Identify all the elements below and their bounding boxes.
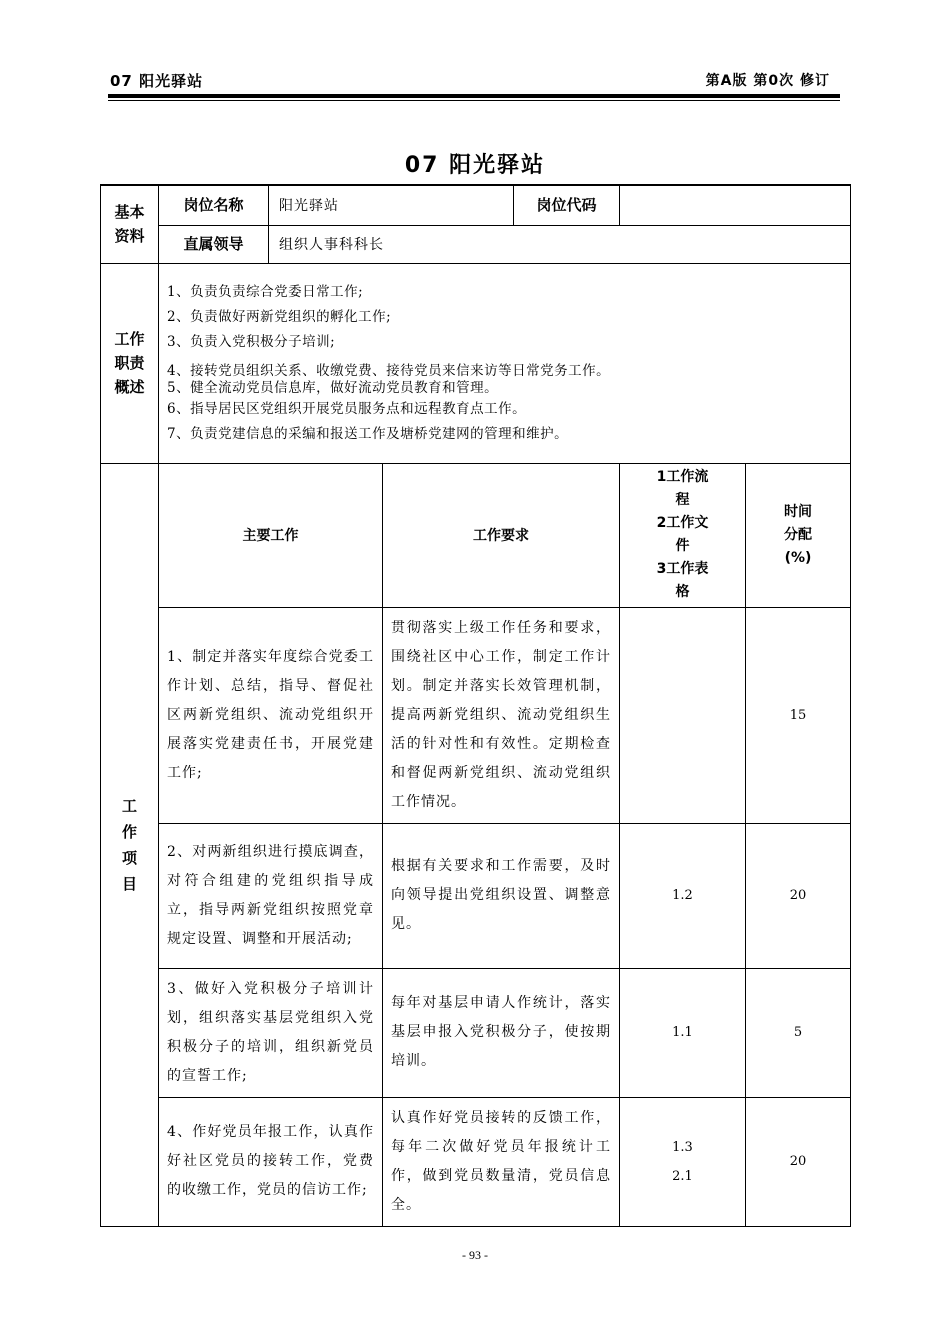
work-req-cell: 每年对基层申请人作统计，落实基层申报入党积极分子，使按期培训。 xyxy=(383,968,620,1097)
job-description-table xyxy=(100,184,851,1227)
work-time-cell: 5 xyxy=(746,968,851,1097)
basic-section-label: 基本 资料 xyxy=(101,185,159,263)
work-main-cell: 2、对两新组织进行摸底调查，对符合组建的党组织指导成立，指导两新党组织按照党章规定设置、调整和开展活动; xyxy=(159,823,383,968)
work-req-cell: 贯彻落实上级工作任务和要求，围绕社区中心工作，制定工作计划。制定并落实长效管理机制，提高两新党组织、流动党组织生活的针对性和有效性。定期检查和督促两新党组织、流动党组织工作情况。 xyxy=(383,607,620,823)
col-requirements: 工作要求 xyxy=(383,463,620,607)
leader-label: 直属领导 xyxy=(159,225,269,263)
table-row xyxy=(101,968,851,1097)
table-row xyxy=(101,823,851,968)
duty-item: 3、负责入党积极分子培训; xyxy=(167,333,336,350)
duty-item: 2、负责做好两新党组织的孵化工作; xyxy=(167,308,392,325)
work-docs-cell xyxy=(620,607,746,823)
work-req-cell: 根据有关要求和工作需要，及时向领导提出党组织设置、调整意见。 xyxy=(383,823,620,968)
work-time-cell: 20 xyxy=(746,823,851,968)
table-row xyxy=(101,607,851,823)
duty-item: 6、指导居民区党组织开展党员服务点和远程教育点工作。 xyxy=(167,400,527,417)
table-row xyxy=(101,1097,851,1226)
col-main-work: 主要工作 xyxy=(159,463,383,607)
header-rule-thick xyxy=(108,94,840,98)
post-code-value xyxy=(620,185,851,225)
work-main-cell: 1、制定并落实年度综合党委工作计划、总结，指导、督促社区两新党组织、流动党组织开展落实党建责任书，开展党建工作; xyxy=(159,607,383,823)
page-number: - 93 - xyxy=(462,1248,488,1262)
post-name-label: 岗位名称 xyxy=(159,185,269,225)
duty-item: 7、负责党建信息的采编和报送工作及塘桥党建网的管理和维护。 xyxy=(167,425,569,442)
header-revision: 第A版 第0次 修订 xyxy=(705,73,830,89)
header-doc-name: 07 阳光驿站 xyxy=(110,72,204,90)
work-docs-cell: 1.3 2.1 xyxy=(620,1097,746,1226)
work-section-label: 工 作 项 目 xyxy=(101,463,159,1226)
post-name-value: 阳光驿站 xyxy=(269,185,514,225)
duty-item: 5、健全流动党员信息库，做好流动党员教育和管理。 xyxy=(167,379,499,396)
work-time-cell: 20 xyxy=(746,1097,851,1226)
leader-value: 组织人事科科长 xyxy=(269,225,851,263)
duties-list xyxy=(159,263,851,463)
col-time-allocation: 时间 分配 (%) xyxy=(746,463,851,607)
page-header xyxy=(108,68,840,90)
header-rule-thin xyxy=(108,100,840,101)
post-code-label: 岗位代码 xyxy=(514,185,620,225)
work-main-cell: 4、作好党员年报工作，认真作好社区党员的接转工作，党费的收缴工作，党员的信访工作; xyxy=(159,1097,383,1226)
work-main-cell: 3、做好入党积极分子培训计划，组织落实基层党组织入党积极分子的培训，组织新党员的宣誓工作; xyxy=(159,968,383,1097)
duty-item: 1、负责负责综合党委日常工作; xyxy=(167,283,364,300)
work-docs-cell: 1.2 xyxy=(620,823,746,968)
work-time-cell: 15 xyxy=(746,607,851,823)
work-req-cell: 认真作好党员接转的反馈工作，每年二次做好党员年报统计工作，做到党员数量清，党员信息全。 xyxy=(383,1097,620,1226)
work-docs-cell: 1.1 xyxy=(620,968,746,1097)
duties-section-label: 工作 职责 概述 xyxy=(101,263,159,463)
duty-item: 4、接转党员组织关系、收缴党费、接待党员来信来访等日常党务工作。 xyxy=(167,362,611,379)
document-title: 07 阳光驿站 xyxy=(404,153,546,178)
col-documents: 1工作流 程 2工作文 件 3工作表 格 xyxy=(620,463,746,607)
